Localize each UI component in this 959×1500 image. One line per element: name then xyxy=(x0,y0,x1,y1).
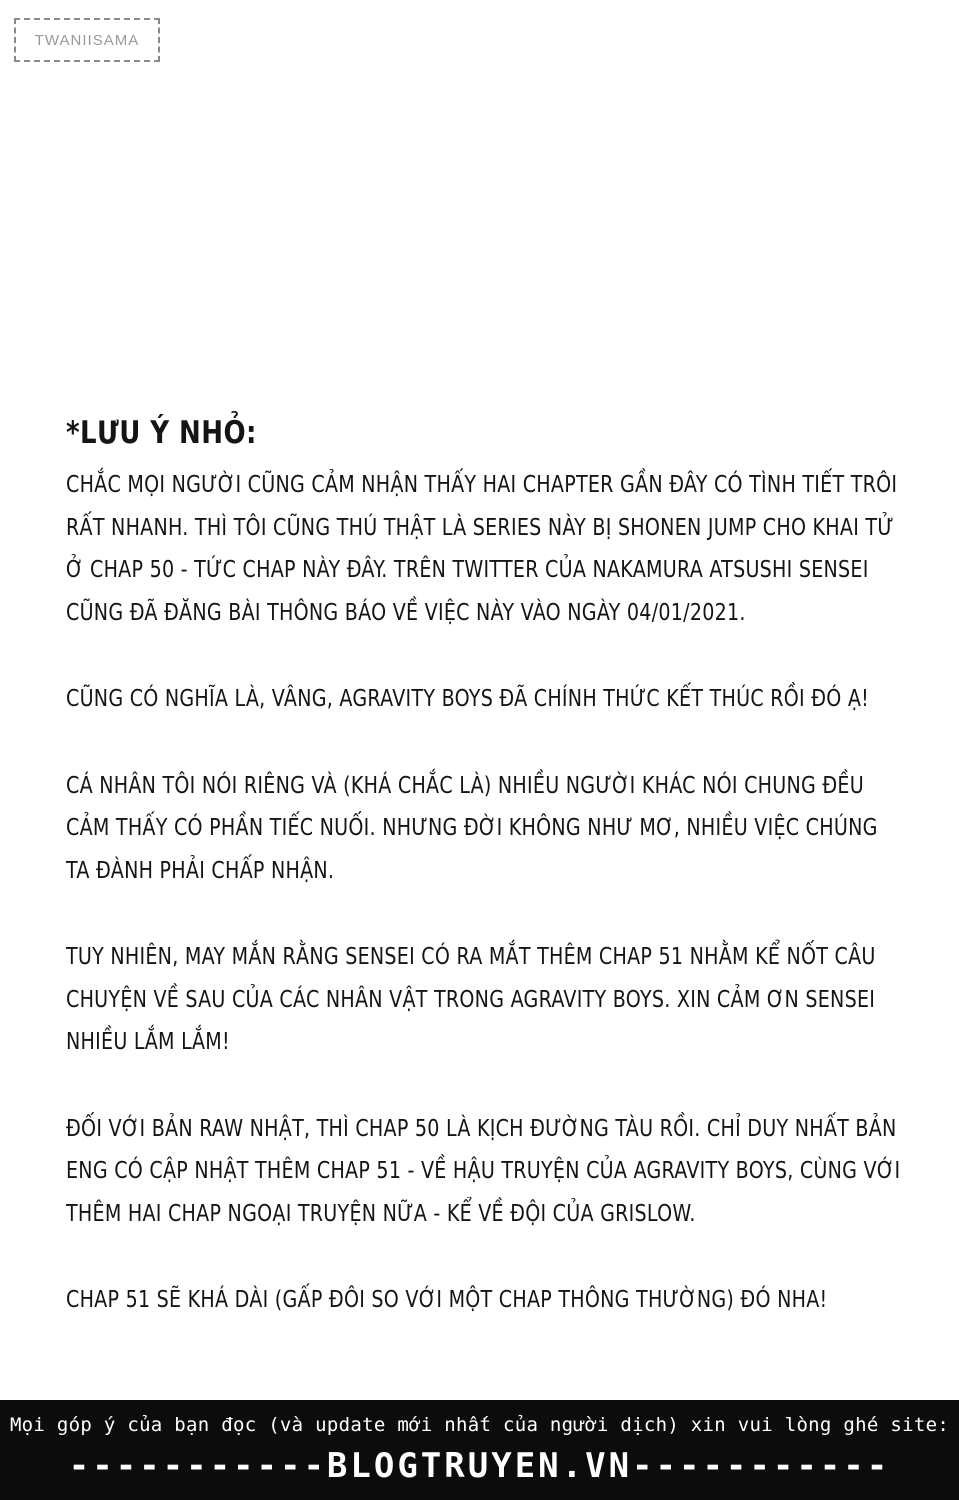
note-line: CHẮC MỌI NGƯỜI CŨNG CẢM NHẬN THẤY HAI CHAPTER GẦN ĐÂY CÓ TÌNH TIẾT TRÔI xyxy=(66,472,898,498)
note-heading: *LƯU Ý NHỎ: xyxy=(66,415,257,451)
note-line: Ở CHAP 50 - TỨC CHAP NÀY ĐÂY. TRÊN TWITTER CỦA NAKAMURA ATSUSHI SENSEI xyxy=(66,557,869,583)
note-line: CÁ NHÂN TÔI NÓI RIÊNG VÀ (KHÁ CHẮC LÀ) NHIỀU NGƯỜI KHÁC NÓI CHUNG ĐỀU xyxy=(66,772,864,799)
note-line: ENG CÓ CẬP NHẬT THÊM CHAP 51 - VỀ HẬU TRUYỆN CỦA AGRAVITY BOYS, CÙNG VỚI xyxy=(66,1158,901,1184)
note-line: CẢM THẤY CÓ PHẦN TIẾC NUỐI. NHƯNG ĐỜI KHÔNG NHƯ MƠ, NHIỀU VIỆC CHÚNG xyxy=(66,815,878,841)
note-line: CŨNG ĐÃ ĐĂNG BÀI THÔNG BÁO VỀ VIỆC NÀY VÀO NGÀY 04/01/2021. xyxy=(66,599,746,626)
footer-site-link[interactable]: -----------BLOGTRUYEN.VN----------- xyxy=(68,1446,891,1486)
note-line: CHUYỆN VỀ SAU CỦA CÁC NHÂN VẬT TRONG AGRAVITY BOYS. XIN CẢM ƠN SENSEI xyxy=(66,986,876,1013)
note-paragraph xyxy=(66,678,926,721)
note-line: CHAP 51 SẼ KHÁ DÀI (GẤP ĐÔI SO VỚI MỘT CHAP THÔNG THƯỜNG) ĐÓ NHA! xyxy=(66,1287,828,1313)
note-line: THÊM HAI CHAP NGOẠI TRUYỆN NỮA - KỂ VỀ ĐỘI CỦA GRISLOW. xyxy=(66,1200,696,1227)
note-paragraph xyxy=(66,936,926,1064)
note-paragraph xyxy=(66,464,926,634)
footer-banner xyxy=(0,1400,959,1500)
note-paragraph xyxy=(66,765,926,893)
note-line: ĐỐI VỚI BẢN RAW NHẬT, THÌ CHAP 50 LÀ KỊCH ĐƯỜNG TÀU RỒI. CHỈ DUY NHẤT BẢN xyxy=(66,1115,897,1142)
note-paragraph xyxy=(66,1108,926,1236)
translator-note xyxy=(66,408,926,1366)
note-line: TA ĐÀNH PHẢI CHẤP NHẬN. xyxy=(66,857,335,884)
note-paragraph xyxy=(66,1279,926,1322)
footer-message: Mọi góp ý của bạn đọc (và update mới nhất của người dịch) xin vui lòng ghé site: xyxy=(9,1414,950,1436)
note-line: RẤT NHANH. THÌ TÔI CŨNG THÚ THẬT LÀ SERIES NÀY BỊ SHONEN JUMP CHO KHAI TỬ xyxy=(66,514,894,541)
note-line: TUY NHIÊN, MAY MẮN RẰNG SENSEI CÓ RA MẮT THÊM CHAP 51 NHẰM KỂ NỐT CÂU xyxy=(66,944,876,970)
note-body xyxy=(66,464,926,1322)
note-line: CŨNG CÓ NGHĨA LÀ, VÂNG, AGRAVITY BOYS ĐÃ CHÍNH THỨC KẾT THÚC RỒI ĐÓ Ạ! xyxy=(66,686,870,712)
watermark-stamp: TWANIISAMA xyxy=(14,18,160,62)
note-line: NHIỀU LẮM LẮM! xyxy=(66,1029,230,1055)
